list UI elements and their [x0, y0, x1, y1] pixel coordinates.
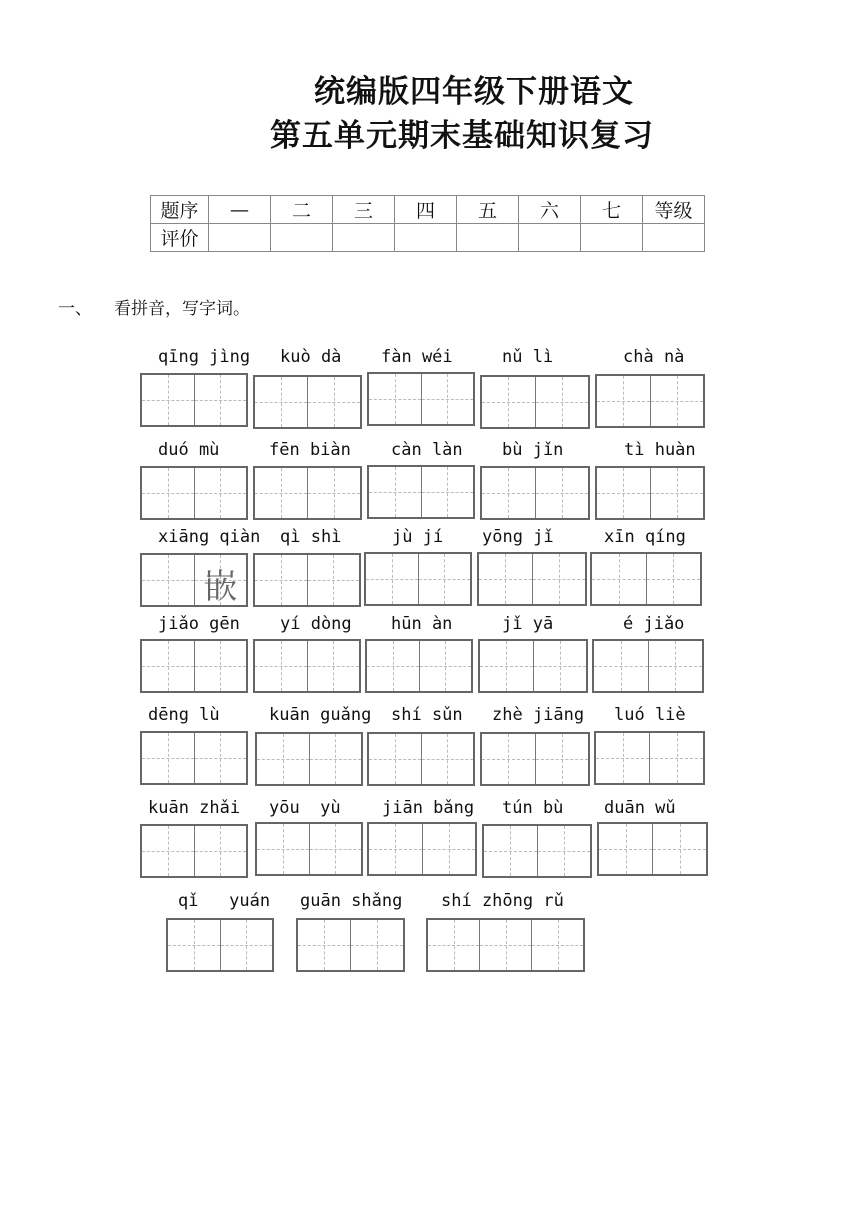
tianzige-cell[interactable] [350, 920, 403, 970]
grade-input-cell[interactable] [395, 224, 457, 252]
writing-box[interactable] [595, 374, 705, 428]
tianzige-cell[interactable] [599, 824, 652, 874]
pinyin-label: zhè jiāng [492, 705, 585, 725]
writing-box[interactable] [480, 466, 590, 520]
tianzige-cell[interactable] [592, 554, 646, 604]
tianzige-cell[interactable] [421, 467, 474, 517]
grade-table-cell: 评价 [151, 224, 209, 252]
tianzige-cell[interactable] [255, 468, 307, 518]
pinyin-label: chà nà [623, 347, 685, 367]
grade-input-cell[interactable] [333, 224, 395, 252]
tianzige-cell[interactable] [480, 641, 533, 691]
tianzige-cell[interactable] [484, 826, 537, 876]
writing-box[interactable] [426, 918, 585, 972]
pinyin-label: tún bù [502, 798, 564, 818]
section-heading [58, 294, 250, 319]
grade-table-cell: — [209, 196, 271, 224]
page-title-line2: 第五单元期末基础知识复习 [270, 118, 654, 154]
pinyin-label: fēn biàn [269, 440, 351, 460]
pinyin-label: xiāng qiàn [158, 527, 261, 547]
tianzige-cell[interactable] [369, 734, 421, 784]
writing-box[interactable] [140, 373, 248, 427]
grade-input-cell[interactable] [643, 224, 705, 252]
tianzige-cell[interactable] [194, 826, 247, 876]
grade-table-cell: 六 [519, 196, 581, 224]
grade-table-header-row [151, 196, 705, 224]
tianzige-cell[interactable] [220, 920, 273, 970]
pinyin-label: yōng jǐ [482, 527, 554, 547]
grade-input-cell[interactable] [457, 224, 519, 252]
writing-box[interactable] [296, 918, 405, 972]
tianzige-cell[interactable] [309, 824, 362, 874]
tianzige-cell[interactable] [419, 641, 472, 691]
writing-box[interactable] [367, 732, 475, 786]
writing-box[interactable] [594, 731, 705, 785]
tianzige-cell[interactable] [533, 641, 587, 691]
writing-box[interactable] [166, 918, 274, 972]
pinyin-label: guān shǎng [300, 891, 403, 911]
tianzige-cell[interactable] [421, 374, 474, 424]
grade-table-cell: 七 [581, 196, 643, 224]
tianzige-cell[interactable] [482, 734, 535, 784]
grade-table [150, 195, 705, 252]
writing-box[interactable] [365, 639, 473, 693]
filled-character: 嵌 [203, 567, 238, 607]
pinyin-label: jǐ yā [502, 614, 554, 634]
tianzige-cell[interactable] [535, 468, 589, 518]
section-number: 一、 [58, 299, 92, 319]
tianzige-cell[interactable] [307, 555, 360, 605]
writing-box[interactable] [253, 375, 362, 429]
tianzige-cell[interactable] [142, 468, 194, 518]
pinyin-label: yí dòng [280, 614, 352, 634]
tianzige-cell[interactable] [482, 468, 535, 518]
section-instruction: 看拼音，写字词。 [114, 299, 250, 319]
tianzige-cell[interactable] [257, 734, 309, 784]
pinyin-label: shí zhōng rǔ [441, 891, 564, 911]
tianzige-cell[interactable] [428, 920, 479, 970]
tianzige-cell[interactable] [648, 641, 703, 691]
writing-box[interactable] [595, 466, 705, 520]
tianzige-cell[interactable] [168, 920, 220, 970]
pinyin-label: kuān guǎng [269, 705, 372, 725]
tianzige-cell[interactable] [531, 920, 583, 970]
tianzige-cell[interactable] [307, 377, 360, 427]
grade-table-cell: 四 [395, 196, 457, 224]
pinyin-label: qǐ yuán [178, 891, 271, 911]
tianzige-cell[interactable] [194, 733, 247, 783]
tianzige-cell[interactable] [257, 824, 309, 874]
pinyin-label: xīn qíng [604, 527, 686, 547]
tianzige-cell[interactable] [421, 734, 474, 784]
grade-table-cell: 二 [271, 196, 333, 224]
grade-table-cell: 五 [457, 196, 519, 224]
tianzige-cell[interactable] [307, 468, 360, 518]
tianzige-cell[interactable] [646, 554, 701, 604]
tianzige-cell[interactable] [142, 826, 194, 876]
tianzige-cell[interactable] [255, 555, 307, 605]
tianzige-cell[interactable] [309, 734, 362, 784]
tianzige-cell[interactable] [369, 824, 422, 874]
pinyin-label: kuān zhǎi [148, 798, 241, 818]
writing-box[interactable] [480, 375, 590, 429]
tianzige-cell[interactable] [307, 641, 360, 691]
grade-table-cell: 三 [333, 196, 395, 224]
pinyin-label: shí sǔn [391, 705, 463, 725]
writing-box[interactable] [482, 824, 592, 878]
tianzige-cell[interactable] [255, 377, 307, 427]
pinyin-label: hūn àn [391, 614, 453, 634]
writing-box[interactable] [480, 732, 590, 786]
writing-box[interactable] [140, 466, 248, 520]
tianzige-cell[interactable] [650, 468, 704, 518]
tianzige-cell[interactable] [649, 733, 703, 783]
tianzige-cell[interactable] [594, 641, 648, 691]
tianzige-cell[interactable] [369, 374, 421, 424]
tianzige-cell[interactable] [537, 826, 591, 876]
pinyin-label: é jiǎo [623, 614, 685, 634]
tianzige-cell[interactable] [422, 824, 476, 874]
writing-box[interactable] [140, 553, 248, 607]
pinyin-label: yōu yù [269, 798, 341, 818]
writing-box[interactable] [140, 639, 248, 693]
writing-box[interactable] [367, 465, 475, 519]
pinyin-label: tì huàn [624, 440, 696, 460]
pinyin-label: bù jǐn [502, 440, 564, 460]
pinyin-label: jiǎo gēn [158, 614, 240, 634]
grade-table-cell: 题序 [151, 196, 209, 224]
tianzige-cell[interactable] [366, 554, 418, 604]
writing-box[interactable] [140, 824, 248, 878]
tianzige-cell[interactable] [142, 555, 194, 605]
writing-box[interactable] [253, 553, 361, 607]
tianzige-cell[interactable] [535, 377, 589, 427]
pinyin-label: càn làn [391, 440, 463, 460]
grade-table-cell: 等级 [643, 196, 705, 224]
pinyin-label: fàn wéi [381, 347, 453, 367]
writing-box[interactable] [597, 822, 708, 876]
tianzige-cell[interactable] [479, 920, 531, 970]
writing-box[interactable] [255, 732, 363, 786]
tianzige-cell[interactable] [482, 377, 535, 427]
tianzige-cell[interactable] [255, 641, 307, 691]
tianzige-cell[interactable] [194, 555, 247, 605]
pinyin-label: kuò dà [280, 347, 342, 367]
pinyin-label: jù jí [392, 527, 444, 547]
tianzige-cell[interactable] [194, 468, 247, 518]
tianzige-cell[interactable] [142, 641, 194, 691]
writing-box[interactable] [255, 822, 363, 876]
writing-box[interactable] [367, 822, 477, 876]
tianzige-cell[interactable] [194, 641, 247, 691]
writing-box[interactable] [364, 552, 472, 606]
writing-box[interactable] [367, 372, 475, 426]
page-title-line1: 统编版四年级下册语文 [314, 74, 634, 110]
tianzige-cell[interactable] [596, 733, 649, 783]
grade-input-cell[interactable] [519, 224, 581, 252]
writing-box[interactable] [253, 639, 361, 693]
pinyin-label: luó liè [614, 705, 686, 725]
writing-box[interactable] [140, 731, 248, 785]
tianzige-cell[interactable] [142, 733, 194, 783]
writing-box[interactable] [592, 639, 704, 693]
grade-input-cell[interactable] [209, 224, 271, 252]
tianzige-cell[interactable] [298, 920, 350, 970]
pinyin-label: qīng jìng [158, 347, 251, 367]
writing-box[interactable] [478, 639, 588, 693]
tianzige-cell[interactable] [479, 554, 532, 604]
pinyin-label: duó mù [158, 440, 220, 460]
pinyin-label: nǔ lì [502, 347, 554, 367]
pinyin-label: dēng lù [148, 705, 220, 725]
writing-box[interactable] [477, 552, 587, 606]
tianzige-cell[interactable] [532, 554, 586, 604]
tianzige-cell[interactable] [597, 468, 650, 518]
grade-input-cell[interactable] [271, 224, 333, 252]
tianzige-cell[interactable] [652, 824, 706, 874]
pinyin-label: jiān bǎng [382, 798, 475, 818]
tianzige-cell[interactable] [142, 375, 194, 425]
tianzige-cell[interactable] [418, 554, 471, 604]
tianzige-cell[interactable] [597, 376, 650, 426]
writing-box[interactable] [253, 466, 362, 520]
tianzige-cell[interactable] [367, 641, 419, 691]
grade-input-cell[interactable] [581, 224, 643, 252]
tianzige-cell[interactable] [650, 376, 704, 426]
writing-box[interactable] [590, 552, 702, 606]
tianzige-cell[interactable] [369, 467, 421, 517]
pinyin-label: duān wǔ [604, 798, 676, 818]
tianzige-cell[interactable] [194, 375, 247, 425]
grade-table-score-row [151, 224, 705, 252]
tianzige-cell[interactable] [535, 734, 589, 784]
pinyin-label: qì shì [280, 527, 342, 547]
